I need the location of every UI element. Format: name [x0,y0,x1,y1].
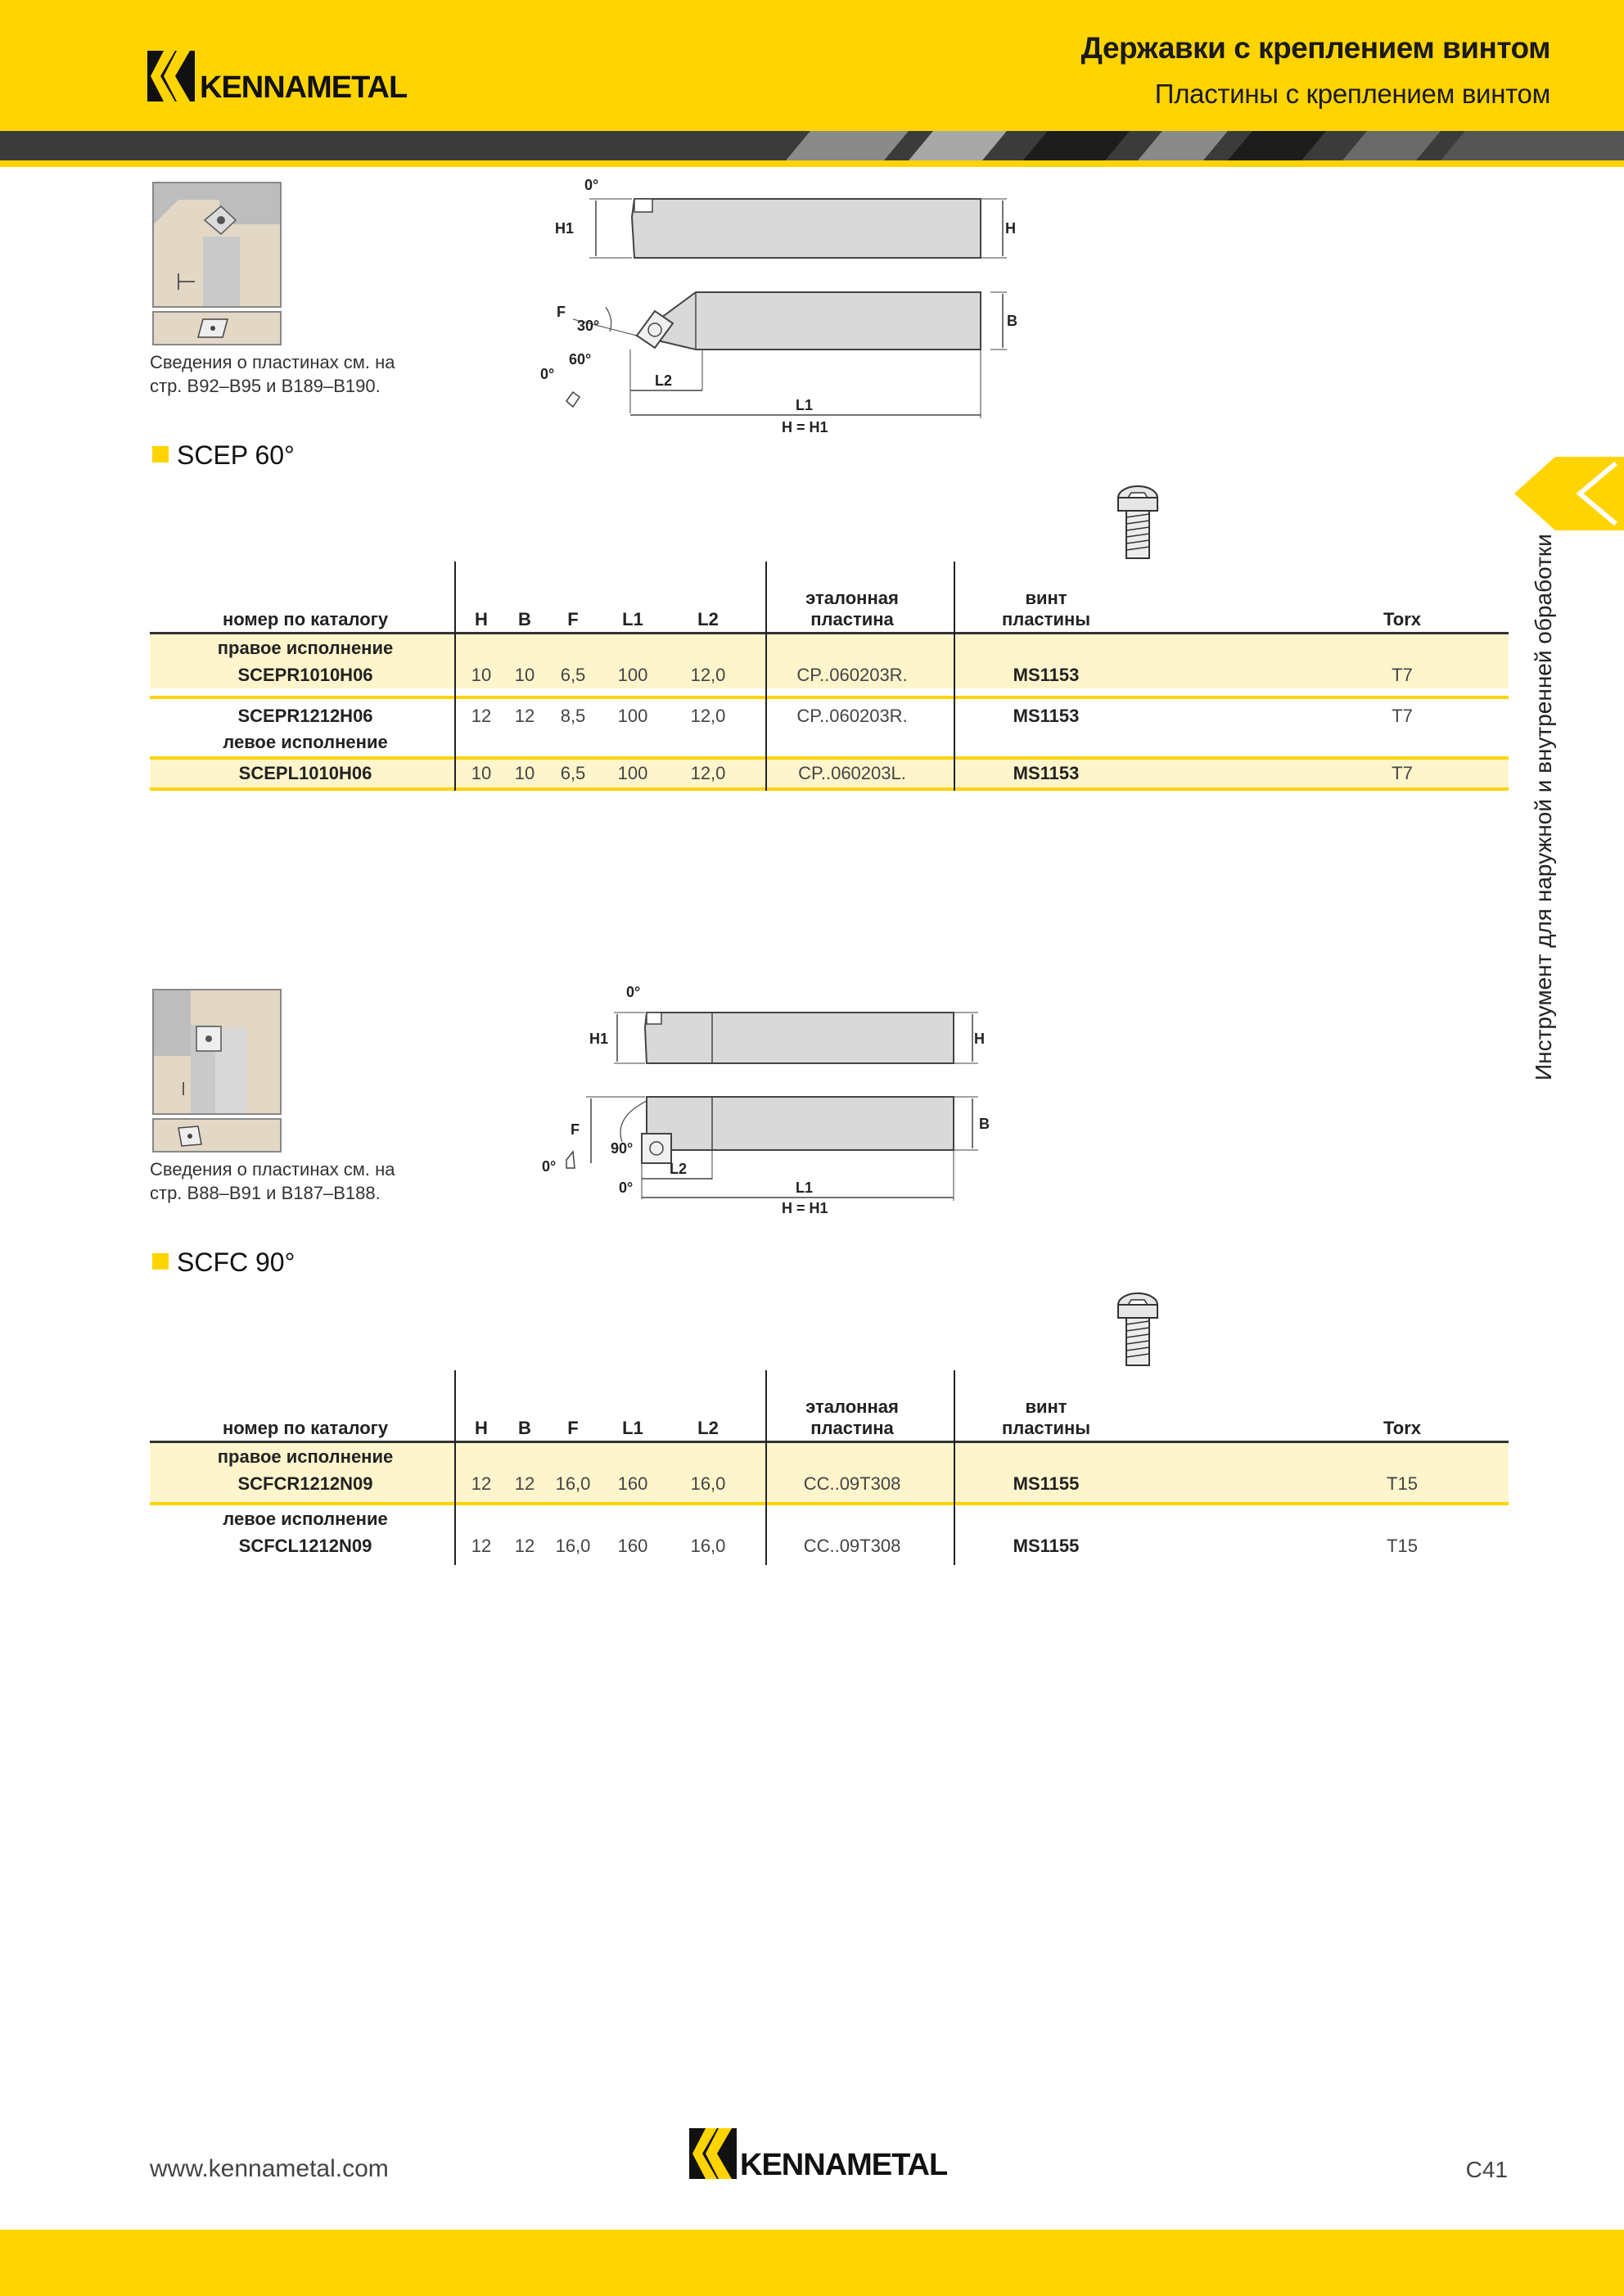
cell-l2: 16,0 [690,1536,726,1556]
cell-insert: CC..09T308 [803,1473,901,1494]
scfc-label-h1: H1 [589,1031,609,1047]
col-l1: L1 [622,1418,643,1438]
cell-screw: MS1153 [1013,763,1080,783]
scep-section-heading [152,440,295,471]
col-l1: L1 [622,609,643,629]
scfc-label-b0: 0° [542,1158,557,1175]
cell-l1: 100 [617,706,648,726]
col-ref-insert-line1: эталонная [805,588,899,608]
table-row [150,699,1509,756]
table-row [150,634,1509,688]
scep-label-a0: 0° [584,177,599,193]
col-l2: L2 [697,609,719,629]
cell-insert: CC..09T308 [803,1536,901,1556]
cell-l2: 16,0 [690,1473,726,1494]
cell-l1: 100 [617,763,648,783]
scep-label-b: B [1007,313,1017,329]
scfc-insert-icon [152,1118,282,1153]
scfc-label-c0: 0° [619,1180,634,1196]
scfc-workpiece-illustration [152,989,282,1115]
scfc-label-b: B [979,1116,990,1132]
cell-torx: T7 [1392,763,1413,783]
column-divider [954,562,955,791]
col-f: F [567,1418,579,1438]
row-rule [150,787,1509,791]
scep-insert-icon [152,311,282,345]
scep-label-l1: L1 [796,397,814,413]
col-screw-line2: пластины [1001,1418,1091,1438]
scep-note-line1: Сведения о пластинах см. на [150,352,395,372]
cell-screw: MS1155 [1013,1536,1080,1556]
cell-h: 10 [471,665,492,685]
page-number: C41 [1465,2157,1508,2182]
scfc-table-header [150,1370,1509,1441]
brand-wordmark: KENNAMETAL [200,70,408,105]
cell-f: 8,5 [560,706,586,726]
scep-label-hh1: H = H1 [782,419,828,435]
cell-insert: CP..060203L. [798,763,906,783]
col-ref-insert-line2: пластина [810,1418,894,1438]
kennametal-logo-mark [689,2128,737,2179]
cell-torx: T7 [1392,706,1413,726]
cell-h: 12 [471,1473,492,1494]
col-ref-insert-line1: эталонная [805,1396,899,1417]
left-hand-label: левое исполнение [223,1509,388,1529]
table-row [150,1443,1509,1502]
col-h: H [475,609,488,629]
cell-insert: CP..060203R. [796,665,908,685]
col-screw [960,1396,1132,1439]
right-hand-label: правое исполнение [217,1446,394,1467]
screw-icon [1112,1290,1164,1370]
cell-torx: T7 [1392,665,1413,685]
scfc-technical-drawing [532,978,1023,1224]
col-ref-insert-line2: пластина [810,609,894,629]
header-accent-line [0,160,1624,167]
cell-l2: 12,0 [690,706,726,726]
cell-l2: 12,0 [690,763,726,783]
scep-heading-text: SCEP 60° [177,440,295,470]
cell-b: 12 [514,1473,535,1494]
col-screw-line2: пластины [1001,609,1091,629]
col-torx: Torx [1383,1418,1422,1438]
table-row [150,760,1509,787]
scep-label-a30: 30° [577,318,600,334]
section-marker-icon [152,446,169,462]
col-catalog: номер по каталогу [222,1418,389,1438]
header-stripe [0,131,1624,160]
cell-b: 12 [514,1536,535,1556]
cell-l1: 100 [617,665,648,685]
catalog-number: SCEPL1010H06 [238,763,372,783]
table-row [150,1505,1509,1564]
left-hand-label: левое исполнение [223,732,388,752]
scep-label-f: F [557,304,566,320]
cell-b: 12 [514,706,535,726]
scep-label-h1: H1 [555,220,575,237]
cell-screw: MS1155 [1013,1473,1080,1494]
cell-h: 10 [471,763,492,783]
scep-technical-drawing [532,176,1023,438]
col-l2: L2 [697,1418,719,1438]
footer-bar [0,2230,1624,2296]
cell-l2: 12,0 [690,665,726,685]
kennametal-logo-mark [147,51,195,101]
scep-table [150,562,1509,791]
side-tab-arrow-icon [1514,457,1624,530]
column-divider [454,562,456,791]
scep-workpiece-illustration [152,182,282,308]
column-divider [954,1370,955,1565]
scfc-heading-text: SCFC 90° [177,1247,295,1277]
scfc-label-a0: 0° [626,984,641,1000]
scfc-note-line1: Сведения о пластинах см. на [150,1159,395,1180]
col-screw-line1: винт [1025,588,1067,608]
cell-f: 16,0 [555,1473,591,1494]
col-b: B [518,609,531,629]
scfc-label-l2: L2 [670,1161,688,1177]
page-header [0,0,1624,131]
cell-h: 12 [471,706,492,726]
col-ref-insert [765,1396,939,1439]
column-divider [454,1370,456,1565]
cell-f: 6,5 [560,763,586,783]
scfc-label-l1: L1 [796,1180,814,1196]
right-hand-label: правое исполнение [217,638,394,658]
col-catalog: номер по каталогу [222,609,389,629]
scfc-note-line2: стр. B88–B91 и B187–B188. [150,1183,381,1203]
side-tab-label: Инструмент для наружной и внутренней обработки [1531,534,1556,1080]
catalog-number: SCFCL1212N09 [238,1536,372,1556]
cell-l1: 160 [617,1473,648,1494]
scfc-label-h: H [974,1031,985,1047]
scep-label-b0: 0° [540,366,555,382]
scfc-section-heading [152,1247,295,1278]
cell-b: 10 [514,665,535,685]
scep-table-header [150,562,1509,632]
page-subtitle: Пластины с креплением винтом [1154,79,1550,109]
cell-f: 6,5 [560,665,586,685]
col-f: F [567,609,579,629]
cell-h: 12 [471,1536,492,1556]
cell-insert: CP..060203R. [796,706,908,726]
scep-label-l2: L2 [655,372,673,389]
scfc-insert-note [150,1157,395,1205]
scep-insert-note [150,350,395,398]
scfc-label-a90: 90° [611,1140,634,1157]
footer-url-link[interactable]: www.kennametal.com [150,2155,389,2182]
catalog-number: SCFCR1212N09 [237,1473,373,1494]
col-b: B [518,1418,531,1438]
column-divider [765,562,767,791]
footer-brand-wordmark: KENNAMETAL [740,2148,948,2182]
cell-screw: MS1153 [1013,706,1080,726]
scfc-label-hh1: H = H1 [782,1200,828,1216]
scep-note-line2: стр. B92–B95 и B189–B190. [150,376,381,396]
section-marker-icon [152,1253,169,1270]
scfc-label-f: F [571,1121,580,1138]
cell-torx: T15 [1387,1536,1418,1556]
cell-b: 10 [514,763,535,783]
col-screw-line1: винт [1025,1396,1067,1417]
cell-screw: MS1153 [1013,665,1080,685]
scep-label-a60: 60° [569,351,592,368]
scfc-table [150,1370,1509,1565]
cell-torx: T15 [1387,1473,1418,1494]
cell-f: 16,0 [555,1536,591,1556]
col-h: H [475,1418,488,1438]
screw-icon [1112,483,1164,563]
scep-label-h: H [1005,220,1016,237]
column-divider [765,1370,767,1565]
catalog-number: SCEPR1010H06 [237,665,373,685]
col-torx: Torx [1383,609,1422,629]
cell-l1: 160 [617,1536,648,1556]
col-ref-insert [765,588,939,630]
col-screw [960,588,1132,630]
catalog-number: SCEPR1212H06 [237,706,373,726]
page-title: Державки с креплением винтом [1080,31,1550,65]
